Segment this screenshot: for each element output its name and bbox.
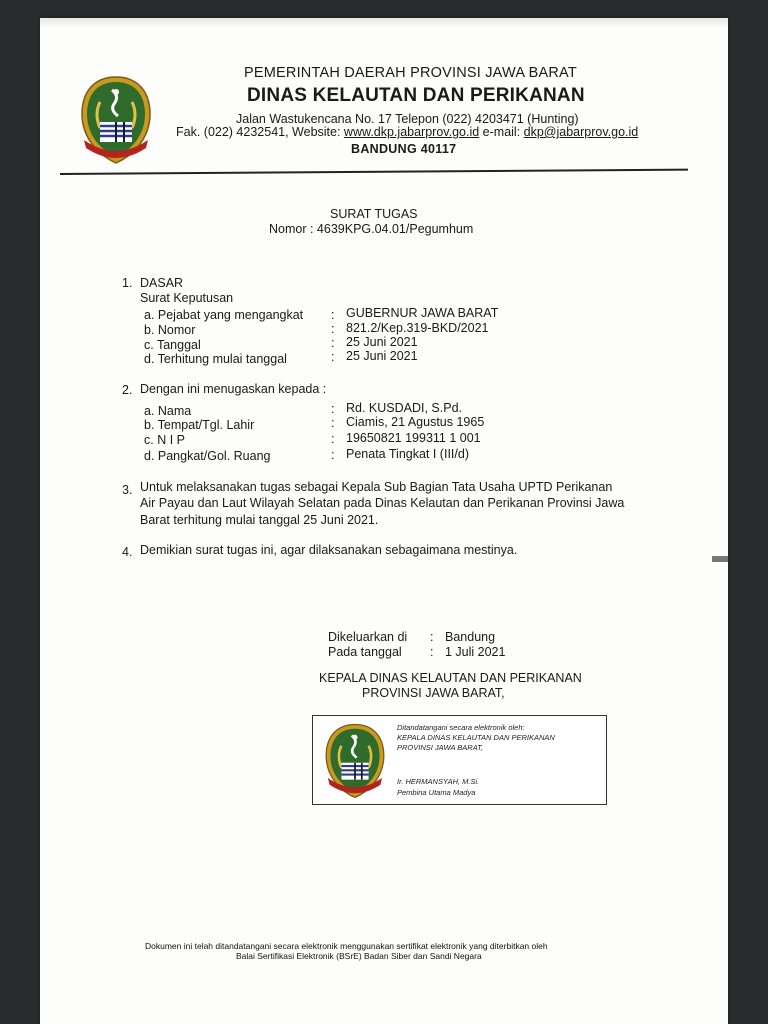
issued-date: 1 Juli 2021: [445, 645, 506, 659]
sec1-label-a: a. Pejabat yang mengangkat: [144, 308, 304, 322]
issued-date-sep: :: [430, 645, 434, 659]
signer-title-line1: KEPALA DINAS KELAUTAN DAN PERIKANAN: [319, 671, 582, 685]
jawa-barat-emblem-small-icon: [319, 722, 391, 800]
sec2-value-c: 19650821 199311 1 001: [346, 431, 481, 445]
sec1-subheading: Surat Keputusan: [140, 291, 234, 305]
letter-page: [40, 18, 728, 1024]
sec3-line-1: Untuk melaksanakan tugas sebagai Kepala Sub Bagian Tata Usaha UPTD Perikanan: [140, 480, 613, 494]
esign-position-line1: KEPALA DINAS KELAUTAN DAN PERIKANAN: [397, 733, 555, 742]
esign-caption: Ditandatangani secara elektronik oleh:: [397, 723, 525, 732]
sec2-value-a: Rd. KUSDADI, S.Pd.: [346, 401, 463, 415]
website-link[interactable]: www.dkp.jabarprov.go.id: [343, 125, 480, 139]
sec2-sep-d: :: [331, 448, 335, 462]
sec2-heading: Dengan ini menugaskan kepada :: [140, 382, 327, 396]
sec1-label-c: c. Tanggal: [144, 338, 201, 352]
sec2-number: 2.: [122, 383, 133, 397]
sec1-sep-b: :: [331, 322, 335, 336]
sec4-text: Demikian surat tugas ini, agar dilaksanakan sebagaimana mestinya.: [140, 543, 518, 557]
sec2-sep-c: :: [331, 432, 335, 446]
letter-title: SURAT TUGAS: [330, 207, 418, 221]
sec2-label-a: a. Nama: [144, 404, 192, 418]
sec2-sep-a: :: [331, 402, 335, 416]
sec1-label-d: d. Terhitung mulai tanggal: [144, 352, 287, 366]
electronic-signature-box: [312, 715, 607, 805]
sec3-number: 3.: [122, 483, 133, 497]
kop-agency-name: DINAS KELAUTAN DAN PERIKANAN: [247, 85, 585, 106]
sec1-sep-a: :: [331, 308, 335, 322]
sec2-label-b: b. Tempat/Tgl. Lahir: [144, 418, 255, 432]
kop-address: Jalan Wastukencana No. 17 Telepon (022) 4203471 (Hunting): [236, 112, 579, 126]
sec1-heading: DASAR: [140, 276, 184, 290]
kop-contact: [176, 125, 638, 139]
page-edge-tab: [712, 556, 728, 562]
sec1-value-d: 25 Juni 2021: [346, 349, 418, 363]
sec2-sep-b: :: [331, 416, 335, 430]
footer-line1: Dokumen ini telah ditandatangani secara elektronik menggunakan sertifikat elektronik yang diterbitkan oleh: [145, 941, 548, 951]
esign-signer-name: Ir. HERMANSYAH, M.Si.: [397, 777, 480, 786]
email-link[interactable]: dkp@jabarprov.go.id: [523, 125, 639, 139]
sec2-value-b: Ciamis, 21 Agustus 1965: [346, 415, 485, 429]
footer-line2: Balai Sertifikasi Elektronik (BSrE) Badan Siber dan Sandi Negara: [236, 951, 482, 961]
header-divider: [60, 169, 688, 175]
issued-place-sep: :: [430, 630, 434, 644]
kop-government-name: PEMERINTAH DAERAH PROVINSI JAWA BARAT: [244, 65, 577, 81]
sec3-line-3: Barat terhitung mulai tanggal 25 Juni 2021.: [140, 513, 379, 527]
sec1-value-b: 821.2/Kep.319-BKD/2021: [346, 321, 489, 335]
sec1-sep-c: :: [331, 336, 335, 350]
sec3-line-2: Air Payau dan Laut Wilayah Selatan pada Dinas Kelautan dan Perikanan Provinsi Jawa: [140, 496, 625, 510]
paper-shadow: [40, 18, 728, 28]
sec1-value-a: GUBERNUR JAWA BARAT: [346, 306, 499, 320]
esign-signer-rank: Pembina Utama Madya: [397, 788, 476, 797]
sec1-label-b: b. Nomor: [144, 323, 196, 337]
jawa-barat-emblem-icon: [76, 74, 156, 166]
kop-email-label: e-mail:: [479, 125, 524, 139]
issued-date-label: Pada tanggal: [328, 645, 402, 659]
esign-position-line2: PROVINSI JAWA BARAT,: [397, 743, 484, 752]
sec4-number: 4.: [122, 545, 133, 559]
letter-number: Nomor : 4639KPG.04.01/Pegumhum: [269, 222, 474, 236]
sec1-value-c: 25 Juni 2021: [346, 335, 418, 349]
issued-place-label: Dikeluarkan di: [328, 630, 408, 644]
sec2-label-c: c. N I P: [144, 433, 185, 447]
signer-title-line2: PROVINSI JAWA BARAT,: [362, 686, 505, 700]
kop-city: BANDUNG 40117: [351, 142, 457, 156]
sec1-sep-d: :: [331, 350, 335, 364]
issued-place: Bandung: [445, 630, 496, 644]
kop-fax: Fak. (022) 4232541, Website:: [176, 125, 344, 139]
sec2-value-d: Penata Tingkat I (III/d): [346, 447, 469, 461]
sec2-label-d: d. Pangkat/Gol. Ruang: [144, 449, 271, 463]
sec1-number: 1.: [122, 276, 133, 290]
